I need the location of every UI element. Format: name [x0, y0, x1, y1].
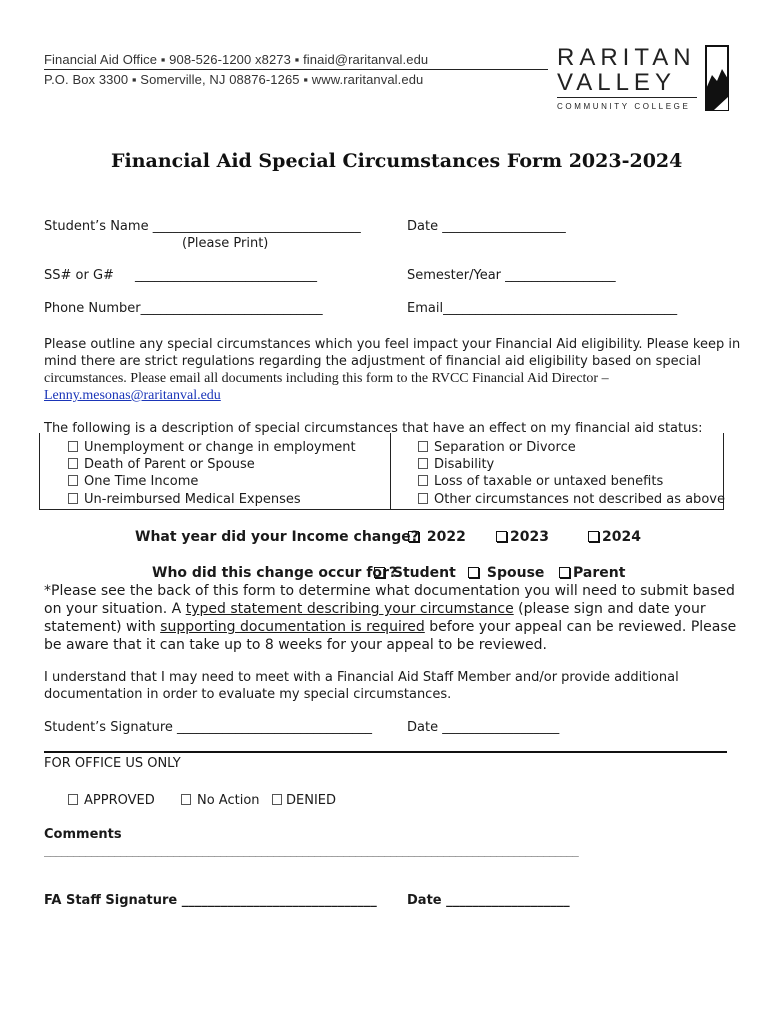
office-approved-option[interactable]: APPROVED: [68, 793, 155, 808]
signature-date-field[interactable]: Date __________________: [407, 720, 560, 735]
circumstance-one-time-income[interactable]: One Time Income: [68, 474, 198, 489]
comments-field[interactable]: ___________________________________________________________________________________________: [44, 845, 579, 857]
income-year-question: What year did your Income change?: [135, 529, 419, 545]
intro-line-1: Please outline any special circumstances which you feel impact your Financial Aid eligibility. Please keep in: [44, 337, 741, 352]
who-option-student[interactable]: Student: [374, 565, 456, 581]
checkbox-icon[interactable]: [418, 475, 428, 486]
circumstance-other[interactable]: Other circumstances not described as above: [418, 492, 725, 507]
checkbox-icon[interactable]: [68, 458, 78, 469]
intro-line-2: mind there are strict regulations regarding the adjustment of financial aid eligibility based on special: [44, 354, 702, 369]
staff-signature-field[interactable]: FA Staff Signature ______________________________: [44, 893, 377, 908]
checkbox-icon[interactable]: [374, 567, 385, 578]
semester-year-field[interactable]: Semester/Year _________________: [407, 268, 616, 283]
date-field[interactable]: Date ___________________: [407, 219, 566, 234]
circumstance-loss-benefits[interactable]: Loss of taxable or untaxed benefits: [418, 474, 663, 489]
logo-valley: VALLEY: [557, 69, 676, 96]
note-line-1: *Please see the back of this form to determine what documentation you will need to submit based: [44, 583, 735, 599]
checkbox-icon[interactable]: [68, 493, 78, 504]
checkbox-icon[interactable]: [68, 441, 78, 452]
note-line-4: be aware that it can take up to 8 weeks for your appeal to be reviewed.: [44, 637, 547, 653]
circumstance-disability[interactable]: Disability: [418, 457, 494, 472]
understand-line-1: I understand that I may need to meet with a Financial Aid Staff Member and/or provide additional: [44, 670, 679, 685]
office-use-heading: FOR OFFICE US ONLY: [44, 756, 181, 771]
comments-label: Comments: [44, 827, 122, 842]
ss-field[interactable]: ____________________________: [135, 268, 317, 283]
checkbox-icon[interactable]: [68, 794, 78, 805]
checkbox-icon[interactable]: [181, 794, 191, 805]
year-option-2023[interactable]: 2023: [496, 529, 549, 545]
note-line-3: statement) with supporting documentation is required before your appeal can be reviewed. Please: [44, 619, 737, 635]
checkbox-icon[interactable]: [272, 794, 282, 805]
checkbox-icon[interactable]: [418, 458, 428, 469]
who-question: Who did this change occur for?: [152, 565, 398, 581]
logo-rule: [557, 97, 697, 98]
ss-label: SS# or G#: [44, 268, 114, 283]
logo-raritan: RARITAN: [557, 44, 696, 71]
office-contact-line: Financial Aid Office ▪ 908-526-1200 x8273 ▪ finaid@raritanval.edu: [44, 52, 429, 67]
page-title: Financial Aid Special Circumstances Form 2023-2024: [111, 150, 683, 172]
header-divider: [44, 69, 548, 70]
circumstance-death[interactable]: Death of Parent or Spouse: [68, 457, 255, 472]
understand-line-2: documentation in order to evaluate my special circumstances.: [44, 687, 452, 702]
staff-date-field[interactable]: Date ___________________: [407, 893, 570, 908]
circumstances-heading: The following is a description of special circumstances that have an effect on my financial aid status:: [44, 421, 703, 436]
checkbox-icon[interactable]: [496, 531, 507, 542]
checkbox-icon[interactable]: [588, 531, 599, 542]
please-print-hint: (Please Print): [182, 236, 269, 251]
student-signature-field[interactable]: Student’s Signature ______________________________: [44, 720, 373, 735]
year-option-2024[interactable]: 2024: [588, 529, 641, 545]
checkbox-icon[interactable]: [418, 493, 428, 504]
circumstance-separation[interactable]: Separation or Divorce: [418, 440, 576, 455]
checkbox-icon[interactable]: [68, 475, 78, 486]
note-line-2: on your situation. A typed statement describing your circumstance (please sign and date your: [44, 601, 706, 617]
checkbox-icon[interactable]: [408, 531, 419, 542]
office-denied-option[interactable]: DENIED: [272, 793, 336, 808]
checkbox-icon[interactable]: [418, 441, 428, 452]
office-no-action-option[interactable]: No Action: [181, 793, 260, 808]
office-divider: [44, 751, 727, 753]
circumstance-medical[interactable]: Un-reimbursed Medical Expenses: [68, 492, 301, 507]
office-address-line: P.O. Box 3300 ▪ Somerville, NJ 08876-1265 ▪ www.raritanval.edu: [44, 72, 424, 87]
who-option-spouse[interactable]: Spouse: [468, 565, 544, 581]
circumstance-unemployment[interactable]: Unemployment or change in employment: [68, 440, 356, 455]
checkbox-icon[interactable]: [559, 567, 570, 578]
email-field[interactable]: Email____________________________________: [407, 301, 678, 316]
phone-number-field[interactable]: Phone Number____________________________: [44, 301, 323, 316]
logo-community-college: COMMUNITY COLLEGE: [557, 102, 691, 111]
who-option-parent[interactable]: Parent: [559, 565, 625, 581]
intro-line-3: circumstances. Please email all documents including this form to the RVCC Financial Aid Director –: [44, 371, 609, 386]
year-option-2022[interactable]: 2022: [408, 529, 466, 545]
mountain-logo-icon: [705, 45, 729, 111]
checkbox-icon[interactable]: [468, 567, 479, 578]
director-email-link[interactable]: Lenny.mesonas@raritanval.edu: [44, 388, 221, 403]
student-name-field[interactable]: Student’s Name ________________________________: [44, 219, 361, 234]
